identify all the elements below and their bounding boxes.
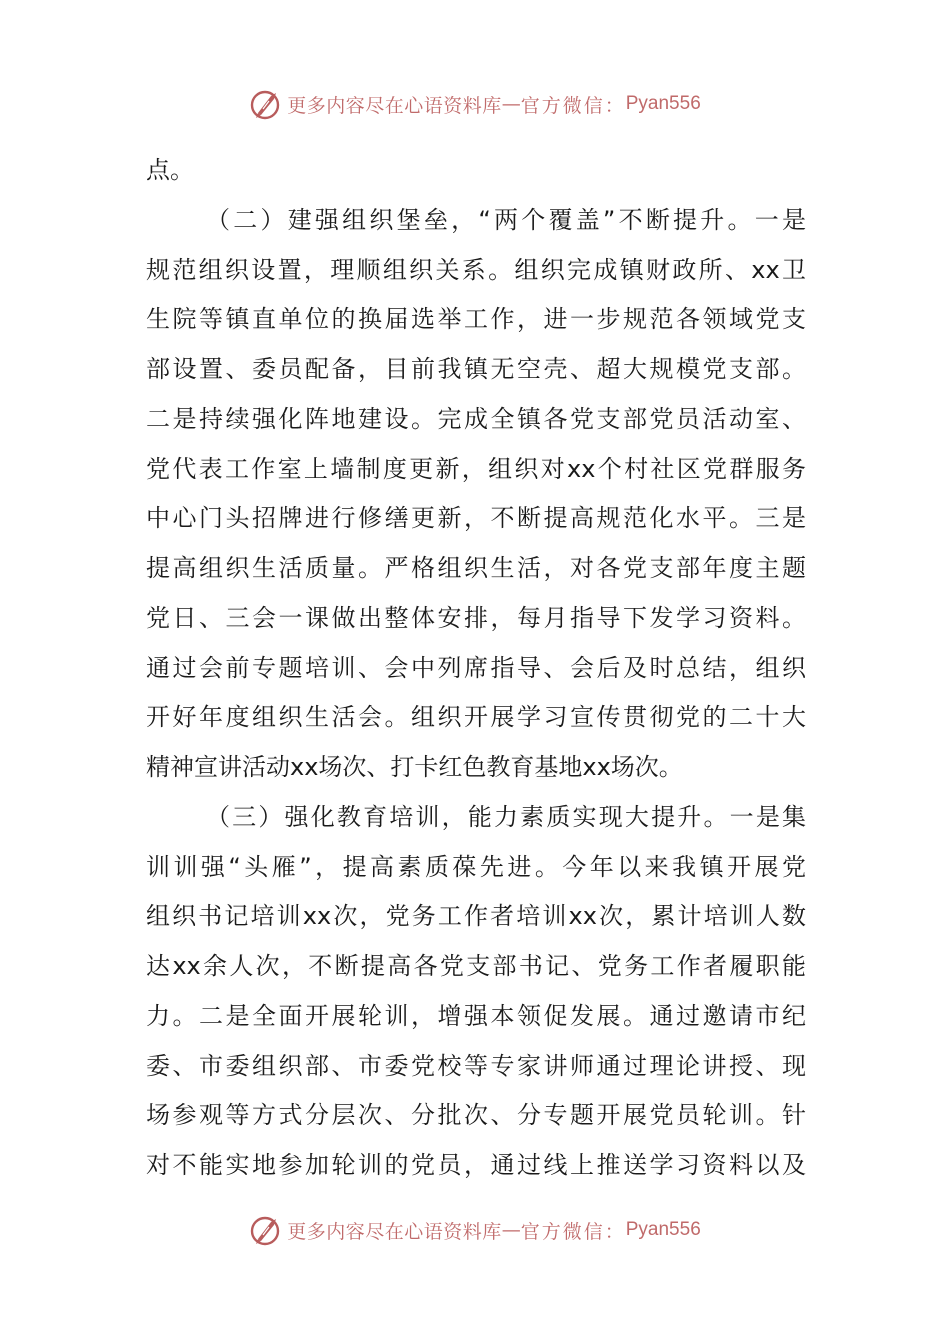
- body-line: 规范组织设置，理顺组织关系。组织完成镇财政所、xx卫: [146, 255, 806, 284]
- body-line: 提高组织生活质量。严格组织生活，对各党支部年度主题: [146, 554, 806, 582]
- body-line: 委、市委组织部、市委党校等专家讲师通过理论讲授、现: [146, 1051, 806, 1080]
- body-line: 组织书记培训xx次，党务工作者培训xx次，累计培训人数: [146, 902, 806, 931]
- body-line: 部设置、委员配备，目前我镇无空壳、超大规模党支部。: [146, 355, 806, 383]
- body-line: 党代表工作室上墙制度更新，组织对xx个村社区党群服务: [146, 454, 806, 483]
- banner-brand-text: 更多内容尽在心语资料库: [287, 94, 502, 117]
- pen-nib-logo-icon: [249, 87, 283, 121]
- body-line: 点。: [146, 156, 194, 184]
- body-line: 党日、三会一课做出整体安排，每月指导下发学习资料。: [146, 603, 806, 632]
- body-line: 对不能实地参加轮训的党员，通过线上推送学习资料以及: [146, 1151, 806, 1179]
- document-body: [146, 146, 806, 1191]
- body-line: 达xx余人次，不断提高各党支部书记、党务工作者履职能: [146, 952, 806, 980]
- body-line: 力。二是全面开展轮训，增强本领促发展。通过邀请市纪: [146, 1001, 806, 1030]
- banner-wechat-id: Pyan556: [625, 1219, 701, 1240]
- body-line: 中心门头招牌进行修缮更新，不断提高规范化水平。三是: [146, 504, 806, 533]
- section-heading-line: （三）强化教育培训，能力素质实现大提升。一是集: [206, 802, 806, 831]
- banner-wechat-label: 官方微信：: [520, 94, 626, 117]
- body-line: 场参观等方式分层次、分批次、分专题开展党员轮训。针: [146, 1101, 806, 1130]
- banner-wechat-label: 官方微信：: [520, 1220, 626, 1243]
- banner-separator: —: [501, 93, 521, 115]
- body-line: 训训强“头雁”，提高素质葆先进。今年以来我镇开展党: [146, 852, 806, 881]
- body-line: 开好年度组织生活会。组织开展学习宣传贯彻党的二十大: [146, 703, 806, 732]
- body-line: 二是持续强化阵地建设。完成全镇各党支部党员活动室、: [146, 404, 806, 433]
- body-line: 通过会前专题培训、会中列席指导、会后及时总结，组织: [146, 653, 806, 682]
- body-line: 生院等镇直单位的换届选举工作，进一步规范各领域党支: [146, 305, 806, 334]
- header-watermark-banner: [0, 84, 950, 124]
- banner-brand-text: 更多内容尽在心语资料库: [287, 1220, 502, 1243]
- section-heading-line: （二）建强组织堡垒，“两个覆盖”不断提升。一是: [206, 205, 806, 234]
- banner-separator: —: [501, 1219, 521, 1241]
- banner-wechat-id: Pyan556: [625, 93, 701, 114]
- pen-nib-logo-icon: [249, 1213, 283, 1247]
- body-line: 精神宣讲活动xx场次、打卡红色教育基地xx场次。: [146, 753, 683, 781]
- footer-watermark-banner: [0, 1210, 950, 1250]
